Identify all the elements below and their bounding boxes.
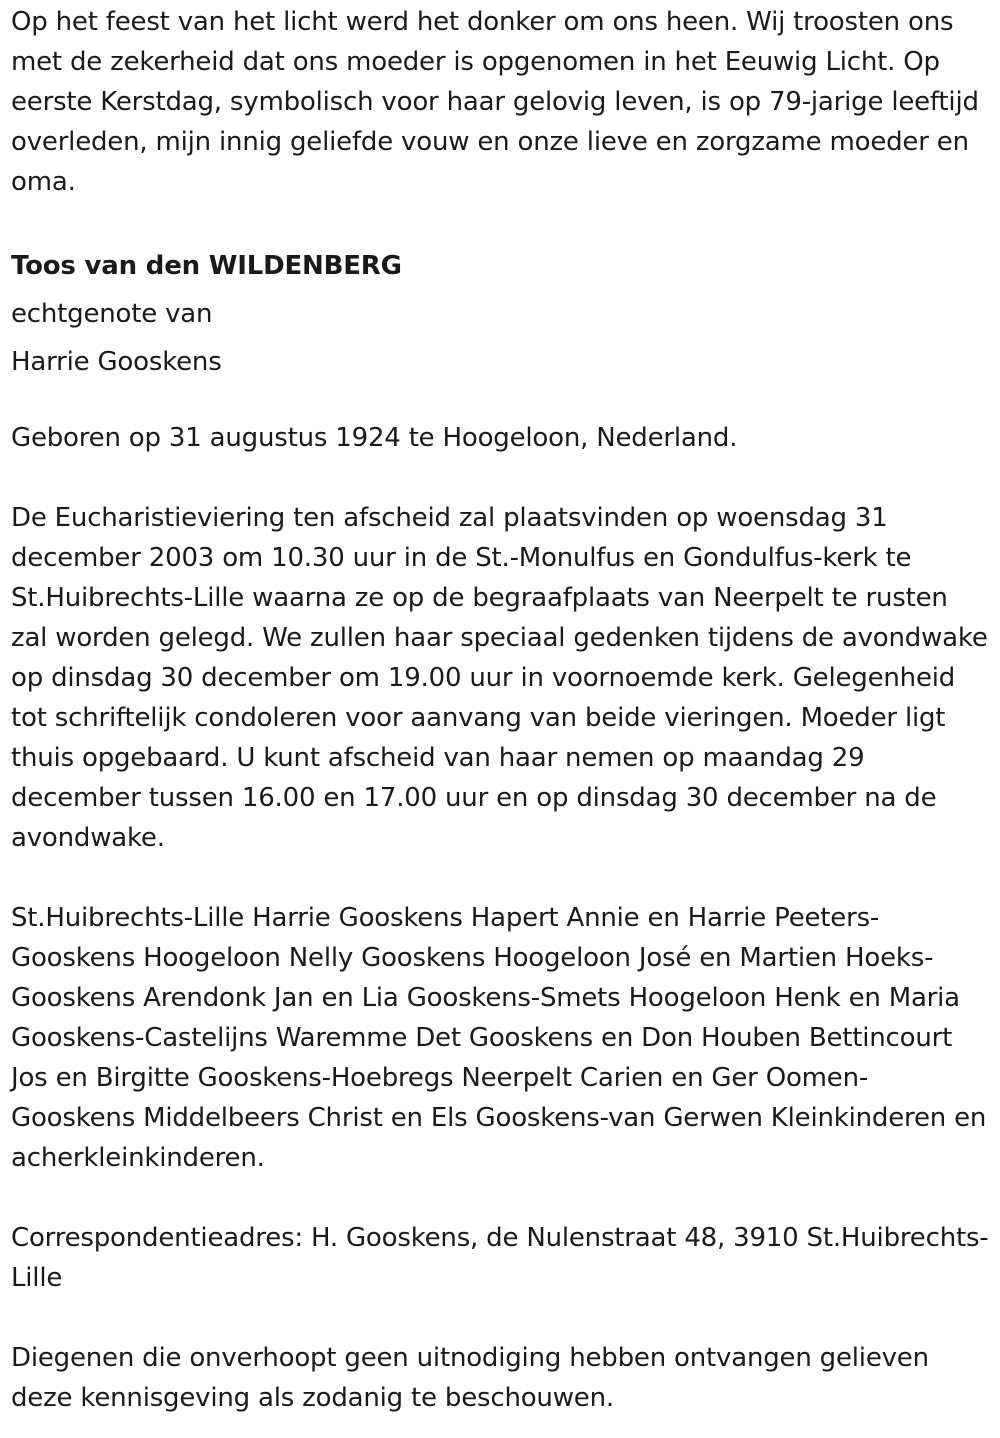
family-paragraph: St.Huibrechts-Lille Harrie Gooskens Hapert Annie en Harrie Peeters-Gooskens Hoogeloon Nelly Gooskens Hoogeloon José en Martien Hoeks-Gooskens Arendonk Jan en Lia Gooskens-Smets Hoogeloon Henk en Maria Gooskens-Castelijns Waremme Det Gooskens en Don Houben Bettincourt Jos en Birgitte Gooskens-Hoebregs Neerpelt Carien en Ger Oomen-Gooskens Middelbeers Christ en Els Gooskens-van Gerwen Kleinkinderen en acherkleinkinderen. bbox=[11, 903, 987, 1173]
spacer bbox=[11, 386, 990, 418]
closing-paragraph: Diegenen die onverhoopt geen uitnodiging hebben ontvangen gelieven deze kennisgeving als zodanig te beschouwen. bbox=[11, 1343, 929, 1413]
spacer bbox=[11, 458, 990, 498]
spacer bbox=[11, 858, 990, 898]
spouse-label: echtgenote van bbox=[11, 299, 213, 329]
birth-info: Geboren op 31 augustus 1924 te Hoogeloon, Nederland. bbox=[11, 423, 738, 453]
spacer bbox=[11, 202, 990, 242]
intro-paragraph: Op het feest van het licht werd het donker om ons heen. Wij troosten ons met de zekerheid dat ons moeder is opgenomen in het Eeuwig Licht. Op eerste Kerstdag, symbolisch voor haar gelovig leven, is op 79-jarige leeftijd overleden, mijn innig geliefde vouw en onze lieve en zorgzame moeder en oma. bbox=[11, 7, 979, 197]
spacer bbox=[11, 1178, 990, 1218]
correspondence-address: Correspondentieadres: H. Gooskens, de Nulenstraat 48, 3910 St.Huibrechts-Lille bbox=[11, 1223, 989, 1293]
deceased-name: Toos van den WILDENBERG bbox=[11, 251, 402, 281]
spacer bbox=[11, 1298, 990, 1338]
spouse-name: Harrie Gooskens bbox=[11, 347, 222, 377]
ceremony-paragraph: De Eucharistieviering ten afscheid zal plaatsvinden op woensdag 31 december 2003 om 10.30 uur in de St.-Monulfus en Gondulfus-kerk te St.Huibrechts-Lille waarna ze op de begraafplaats van Neerpelt te rusten zal worden gelegd. We zullen haar speciaal gedenken tijdens de avondwake op dinsdag 30 december om 19.00 uur in voornoemde kerk. Gelegenheid tot schriftelijk condoleren voor aanvang van beide vieringen. Moeder ligt thuis opgebaard. U kunt afscheid van haar nemen op maandag 29 december tussen 16.00 en 17.00 uur en op dinsdag 30 december na de avondwake. bbox=[11, 503, 988, 853]
